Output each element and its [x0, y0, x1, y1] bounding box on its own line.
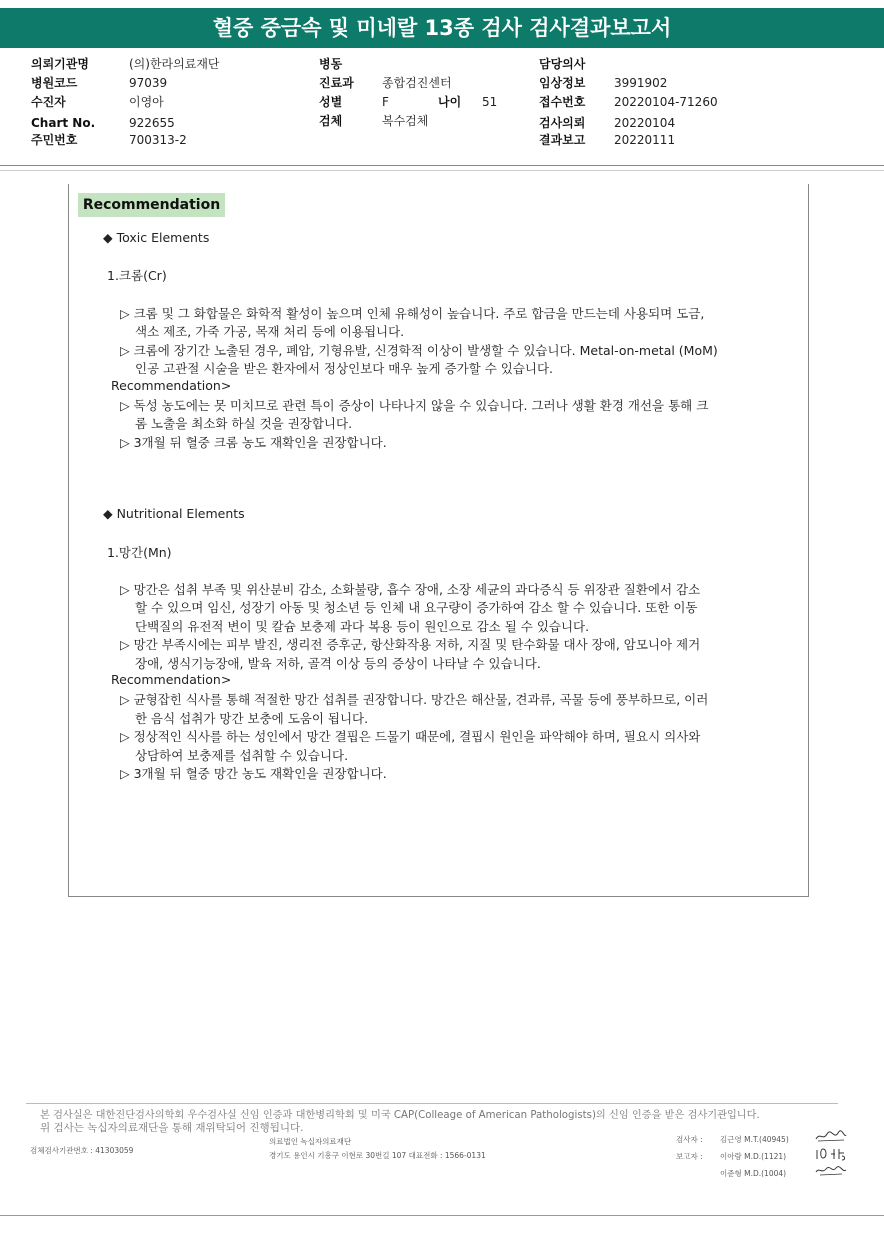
signer-name: 이아람 M.D.(1121) [720, 1152, 787, 1161]
signature-2 [814, 1146, 848, 1162]
nutritional-rec-line: ▷ 3개월 뒤 혈중 망간 농도 재확인을 권장합니다. [120, 766, 387, 781]
toxic-rec-line: 롬 노출을 최소화 하실 것을 권장합니다. [135, 416, 353, 431]
signature-3 [814, 1163, 848, 1177]
info-value-chart-no: 922655 [129, 116, 175, 130]
toxic-heading: ◆ Toxic Elements [103, 230, 210, 245]
recommendation-box [68, 184, 809, 897]
info-value-age: 51 [482, 95, 498, 109]
info-label-chart-no: Chart No. [31, 116, 96, 130]
signer-name: 김근영 M.T.(40945) [720, 1135, 789, 1144]
info-label-resident-no: 주민번호 [31, 133, 78, 147]
info-value-sex: F [382, 95, 389, 109]
info-label-hospital-code: 병원코드 [31, 76, 78, 90]
outsourcing-note: 위 검사는 녹십자의료재단을 통해 재위탁되어 진행됩니다. [40, 1122, 304, 1134]
signer-role: 보고자 : [676, 1152, 703, 1161]
page-bottom-divider [0, 1215, 884, 1216]
nutritional-rec-line: ▷ 정상적인 식사를 하는 성인에서 망간 결핍은 드물기 때문에, 결핍시 원인을 파악해야 하며, 필요시 의사와 [120, 729, 701, 744]
info-label-report-date: 결과보고 [539, 133, 586, 147]
info-value-request-date: 20220104 [614, 116, 676, 130]
info-value-department: 종합검진센터 [382, 76, 452, 90]
nutritional-line: 할 수 있으며 임신, 성장기 아동 및 청소년 등 인체 내 요구량이 증가하여 감소 할 수 있습니다. 또한 이동 [135, 600, 698, 615]
toxic-line: ▷ 크롬에 장기간 노출된 경우, 폐암, 기형유발, 신경학적 이상이 발생할 수 있습니다. Metal-on-metal (MoM) [120, 343, 718, 358]
footer-divider [26, 1103, 838, 1104]
info-label-sex: 성별 [319, 95, 343, 109]
header-divider [0, 165, 884, 166]
nutritional-rec-line: ▷ 균형잡힌 식사를 통해 적절한 망간 섭취를 권장합니다. 망간은 해산물, 견과류, 곡물 등에 풍부하므로, 이러 [120, 692, 709, 707]
info-label-institution: 의뢰기관명 [31, 57, 89, 71]
info-value-report-date: 20220111 [614, 133, 676, 147]
lab-code: 검체검사기관번호 : 41303059 [30, 1146, 134, 1155]
info-label-age: 나이 [438, 95, 462, 109]
report-title: 혈중 중금속 및 미네랄 13종 검사 검사결과보고서 [0, 8, 884, 48]
info-value-specimen: 복수검체 [382, 114, 429, 128]
lab-address: 경기도 용인시 기흥구 이현로 30번길 107 대표전화 : 1566-0131 [269, 1151, 486, 1160]
certification-note: 본 검사실은 대한진단검사의학회 우수검사실 신임 인증과 대한병리학회 및 미국 CAP(Colleage of American Pathologists)의 신임 인증을 받은 검사기관입니다. [40, 1110, 760, 1121]
toxic-line: 인공 고관절 시술을 받은 환자에서 정상인보다 매우 높게 증가할 수 있습니다. [135, 361, 554, 376]
info-label-receipt-no: 접수번호 [539, 95, 586, 109]
recommendation-tag: Recommendation [78, 193, 225, 217]
signer-name: 이준형 M.D.(1004) [720, 1169, 787, 1178]
toxic-rec-line: ▷ 3개월 뒤 혈중 크롬 농도 재확인을 권장합니다. [120, 435, 387, 450]
nutritional-line: 단백질의 유전적 변이 및 칼슘 보충제 과다 복용 등이 원인으로 감소 될 수 있습니다. [135, 619, 590, 634]
info-label-physician: 담당의사 [539, 57, 586, 71]
nutritional-item-title: 1.망간(Mn) [107, 545, 172, 560]
toxic-rec-label: Recommendation> [111, 378, 232, 393]
nutritional-line: ▷ 망간 부족시에는 피부 발진, 생리전 증후군, 항산화작용 저하, 지질 및 탄수화물 대사 장애, 암모니아 제거 [120, 637, 701, 652]
info-label-ward: 병동 [319, 57, 343, 71]
info-value-receipt-no: 20220104-71260 [614, 95, 718, 109]
info-label-clinical-info: 임상정보 [539, 76, 586, 90]
header-divider-secondary [0, 170, 884, 171]
info-label-request-date: 검사의뢰 [539, 116, 586, 130]
toxic-line: 색소 제조, 가죽 가공, 목재 처리 등에 이용됩니다. [135, 324, 405, 339]
signature-1 [814, 1129, 848, 1143]
nutritional-rec-line: 상담하여 보충제를 섭취할 수 있습니다. [135, 748, 349, 763]
info-value-patient: 이영아 [129, 95, 164, 109]
lab-name: 의료법인 녹십자의료재단 [269, 1137, 352, 1146]
info-label-department: 진료과 [319, 76, 354, 90]
info-label-patient: 수진자 [31, 95, 66, 109]
info-value-hospital-code: 97039 [129, 76, 168, 90]
nutritional-heading: ◆ Nutritional Elements [103, 506, 245, 521]
toxic-rec-line: ▷ 독성 농도에는 못 미치므로 관련 특이 증상이 나타나지 않을 수 있습니다. 그러나 생활 환경 개선을 통해 크 [120, 398, 709, 413]
toxic-item-title: 1.크롬(Cr) [107, 268, 167, 283]
toxic-line: ▷ 크롬 및 그 화합물은 화학적 활성이 높으며 인체 유해성이 높습니다. 주로 합금을 만드는데 사용되며 도금, [120, 306, 705, 321]
info-label-specimen: 검체 [319, 114, 343, 128]
nutritional-rec-label: Recommendation> [111, 672, 232, 687]
info-value-clinical-info: 3991902 [614, 76, 668, 90]
signer-role: 검사자 : [676, 1135, 703, 1144]
nutritional-line: ▷ 망간은 섭취 부족 및 위산분비 감소, 소화불량, 흡수 장애, 소장 세균의 과다증식 등 위장관 질환에서 감소 [120, 582, 701, 597]
info-value-institution: (의)한라의료재단 [129, 57, 220, 71]
info-value-resident-no: 700313-2 [129, 133, 187, 147]
nutritional-rec-line: 한 음식 섭취가 망간 보충에 도움이 됩니다. [135, 711, 369, 726]
nutritional-line: 장애, 생식기능장애, 발육 저하, 골격 이상 등의 증상이 나타날 수 있습니다. [135, 656, 541, 671]
